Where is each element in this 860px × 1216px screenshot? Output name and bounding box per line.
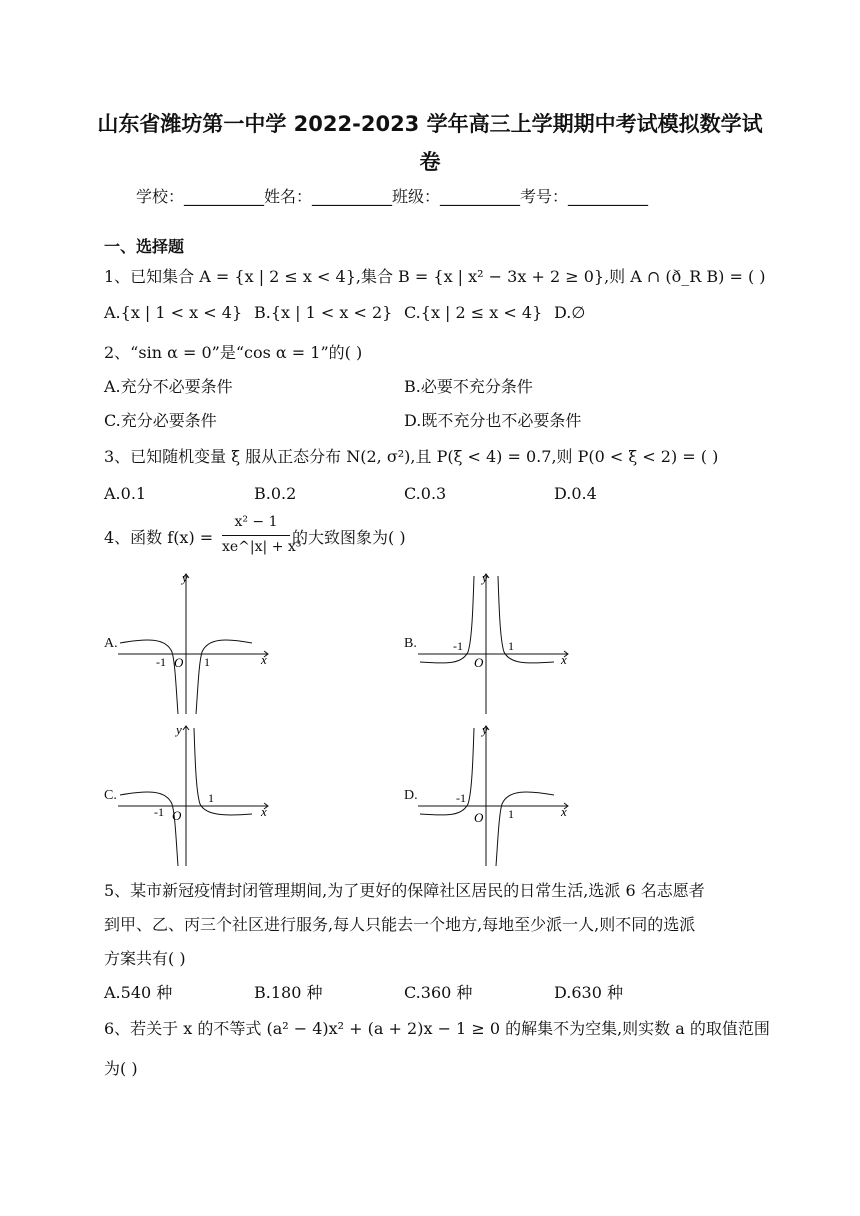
graph-b-tick-pos: 1 — [508, 639, 514, 653]
graph-d-origin: O — [474, 810, 484, 825]
question-3-stem: 3、已知随机变量 ξ 服从正态分布 N(2, σ²),且 P(ξ < 4) = 0.7,则 P(0 < ξ < 2) = ( ) — [104, 447, 719, 466]
graph-c-curve-left — [120, 792, 178, 866]
graph-c-origin: O — [172, 808, 182, 823]
section-heading: 一、选择题 — [104, 237, 185, 256]
question-3-option-a: A.0.1 — [104, 484, 147, 503]
question-5-option-a: A.540 种 — [104, 983, 173, 1002]
graph-a-tick-pos: 1 — [204, 655, 210, 669]
graph-c-x-label: x — [261, 804, 267, 819]
question-2-stem: 2、“sin α = 0”是“cos α = 1”的( ) — [104, 343, 363, 362]
question-3-option-b: B.0.2 — [254, 484, 297, 503]
graph-b-y-label: y — [482, 570, 488, 585]
question-3-option-c: C.0.3 — [404, 484, 447, 503]
question-2-option-c: C.充分必要条件 — [104, 411, 217, 430]
question-5-option-c: C.360 种 — [404, 983, 473, 1002]
graph-a-origin: O — [174, 655, 184, 670]
graph-a-x-label: x — [261, 652, 267, 667]
graph-b-tick-neg: -1 — [453, 639, 463, 653]
question-4-stem-prefix: 4、函数 f(x) = — [104, 528, 214, 547]
graph-d-tick-pos: 1 — [508, 807, 514, 821]
question-1-option-b: B.{x | 1 < x < 2} — [254, 303, 393, 322]
graph-d-y-label: y — [482, 722, 488, 737]
graph-c-curve-right — [194, 728, 252, 815]
graph-d-tick-neg: -1 — [456, 791, 466, 805]
question-5-stem-line1: 5、某市新冠疫情封闭管理期间,为了更好的保障社区居民的日常生活,选派 6 名志愿者 — [104, 881, 705, 900]
question-3-option-d: D.0.4 — [554, 484, 597, 503]
document-title-line2: 卷 — [419, 150, 441, 174]
question-4-denominator: xe^|x| + x³ — [222, 539, 302, 555]
question-4-stem-suffix: 的大致图象为( ) — [292, 528, 406, 547]
question-5-option-b: B.180 种 — [254, 983, 323, 1002]
question-2-option-a: A.充分不必要条件 — [104, 377, 233, 396]
graph-a-y-label: y — [182, 570, 188, 585]
graph-b-label: B. — [404, 636, 417, 651]
graph-b-curve-right — [498, 576, 554, 663]
graph-a — [118, 566, 278, 716]
graph-b — [418, 566, 578, 716]
question-1-option-d: D.∅ — [554, 303, 586, 322]
student-info-line: 学校：__________姓名：__________班级：__________考号：__________ — [136, 187, 649, 206]
graph-b-curve-left — [420, 576, 474, 663]
graph-a-label: A. — [104, 636, 118, 651]
question-2-option-b: B.必要不充分条件 — [404, 377, 533, 396]
document-title-line1: 山东省潍坊第一中学 2022-2023 学年高三上学期期中考试模拟数学试 — [97, 112, 763, 136]
graph-a-tick-neg: -1 — [156, 655, 166, 669]
question-5-option-d: D.630 种 — [554, 983, 623, 1002]
graph-b-x-label: x — [561, 652, 567, 667]
question-1-option-c: C.{x | 2 ≤ x < 4} — [404, 303, 543, 322]
graph-b-origin: O — [474, 655, 484, 670]
question-6-stem-line2: 为( ) — [104, 1059, 138, 1078]
graph-c-tick-pos: 1 — [208, 791, 214, 805]
question-2-option-d: D.既不充分也不必要条件 — [404, 411, 582, 430]
graph-c-tick-neg: -1 — [154, 805, 164, 819]
question-4-numerator: x² − 1 — [234, 514, 278, 530]
graph-d-x-label: x — [561, 804, 567, 819]
graph-a-curve-right — [196, 640, 252, 714]
graph-c-y-label: y — [176, 722, 182, 737]
question-5-stem-line3: 方案共有( ) — [104, 949, 186, 968]
graph-c-label: C. — [104, 788, 117, 803]
question-6-stem-line1: 6、若关于 x 的不等式 (a² − 4)x² + (a + 2)x − 1 ≥ 0 的解集不为空集,则实数 a 的取值范围 — [104, 1019, 770, 1038]
question-1-option-a: A.{x | 1 < x < 4} — [104, 303, 243, 322]
question-1-stem: 1、已知集合 A = {x | 2 ≤ x < 4},集合 B = {x | x² − 3x + 2 ≥ 0},则 A ∩ (ð_R B) = ( ) — [104, 267, 766, 286]
graph-c — [118, 718, 278, 868]
fraction-bar — [222, 535, 290, 536]
graph-a-curve-left — [120, 640, 178, 714]
graph-d-curve-right — [496, 792, 554, 866]
graph-d-label: D. — [404, 788, 418, 803]
graph-d — [418, 718, 578, 868]
question-5-stem-line2: 到甲、乙、丙三个社区进行服务,每人只能去一个地方,每地至少派一人,则不同的选派 — [104, 915, 696, 934]
